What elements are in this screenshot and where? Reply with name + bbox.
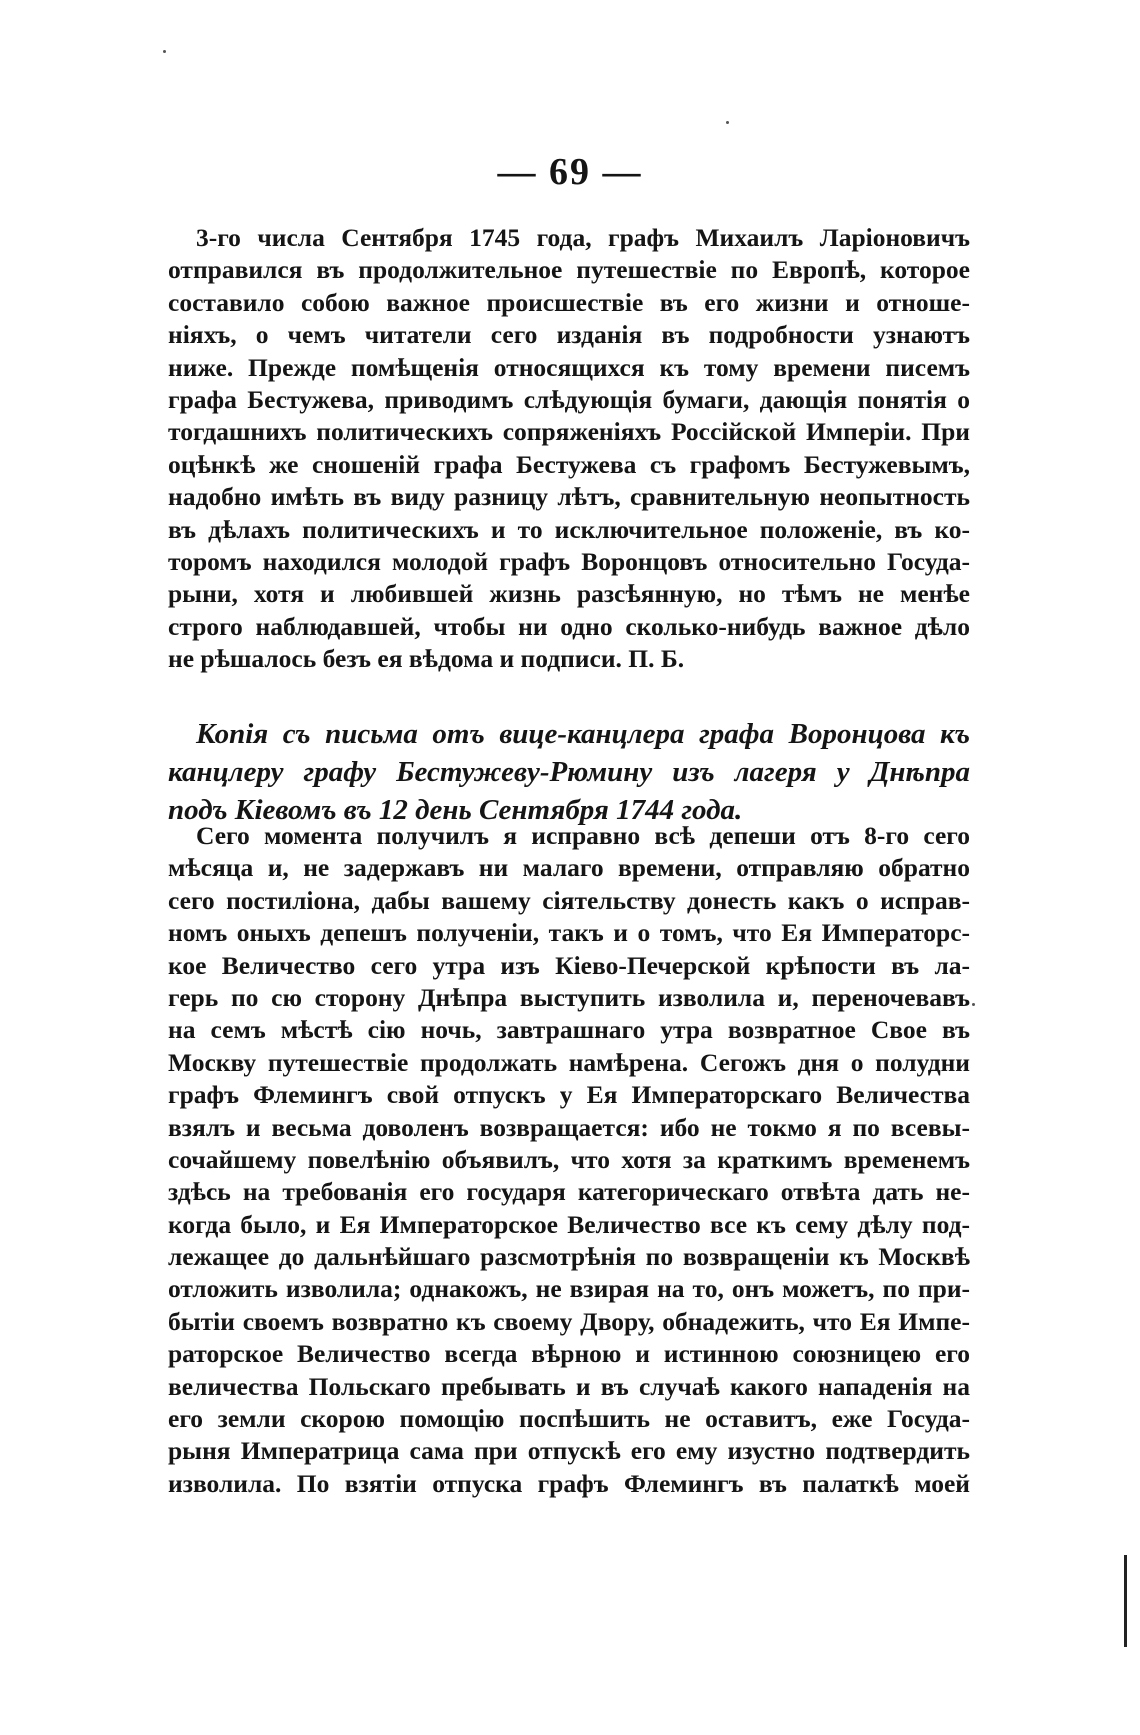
letter-heading — [168, 715, 970, 829]
text-line: лежащее до дальнѣйшаго разсмотрѣнія по возвращеніи къ Москвѣ — [168, 1242, 970, 1272]
text-line: сочайшему повелѣнію объявилъ, что хотя за краткимъ временемъ — [168, 1144, 970, 1174]
text-line: Москву путешествіе продолжать намѣрена. Сегожъ дня о полудни — [168, 1047, 970, 1077]
letter-body — [168, 820, 970, 1500]
text-line: взялъ и весьма доволенъ возвращается: ибо не токмо я по всевы- — [168, 1112, 970, 1142]
intro-paragraph — [168, 222, 970, 675]
text-line: величества Польскаго пребывать и въ случаѣ какого нападенія на — [168, 1371, 970, 1401]
text-line: отложить изволила; однакожъ, не взирая на то, онъ можетъ, по при- — [168, 1274, 970, 1304]
text-line: строго наблюдавшей, чтобы ни одно сколько-нибудь важное дѣло — [168, 611, 970, 641]
text-line: его земли скорою помощію поспѣшить не оставитъ, еже Госуда- — [168, 1404, 970, 1434]
text-line: оцѣнкѣ же сношеній графа Бестужева съ графомъ Бестужевымъ, — [168, 449, 970, 479]
text-line: рыня Императрица сама при отпускѣ его ему изустно подтвердить — [168, 1436, 970, 1466]
text-line: изволила. По взятіи отпуска графъ Флемингъ въ палаткѣ моей — [168, 1468, 970, 1498]
text-line: раторское Величество всегда вѣрною и истинною союзницею его — [168, 1339, 970, 1369]
heading-line: канцлеру графу Бестужеву-Рюмину изъ лагеря у Днѣпра — [168, 756, 970, 788]
heading-line: подъ Кіевомъ въ 12 день Сентября 1744 года. — [168, 794, 743, 826]
text-line: надобно имѣть въ виду разницу лѣтъ, сравнительную неопытность — [168, 482, 970, 512]
text-line: не рѣшалось безъ ея вѣдома и подписи. П. Б. — [168, 644, 685, 674]
text-line: рыни, хотя и любившей жизнь разсѣянную, но тѣмъ не менѣе — [168, 579, 970, 609]
heading-line: Копія съ письма отъ вице-канцлера графа Воронцова къ — [196, 718, 970, 750]
text-line: ниже. Прежде помѣщенія относящихся къ тому времени писемъ — [168, 352, 970, 382]
margin-mark — [1124, 1555, 1127, 1647]
text-line: сего постиліона, дабы вашему сіятельству донесть какъ о исправ- — [168, 885, 970, 915]
text-line: здѣсь на требованія его государя категорическаго отвѣта дать не- — [168, 1177, 970, 1207]
text-line: торомъ находился молодой графъ Воронцовъ относительно Госуда- — [168, 546, 970, 576]
text-line: составило собою важное происшествіе въ его жизни и отноше- — [168, 287, 970, 317]
text-line: мѣсяца и, не задержавъ ни малаго времени, отправляю обратно — [168, 853, 970, 883]
text-line: кое Величество сего утра изъ Кіево-Печерской крѣпости въ ла- — [168, 950, 970, 980]
text-line: отправился въ продолжительное путешествіе по Европѣ, которое — [168, 255, 970, 285]
text-line: на семъ мѣстѣ сію ночь, завтрашнаго утра возвратное Свое въ — [168, 1015, 970, 1045]
page-number: — 69 — — [497, 151, 643, 193]
text-line: графъ Флемингъ свой отпускъ у Ея Императорскаго Величества — [168, 1080, 970, 1110]
scan-speck — [163, 50, 166, 53]
text-line: герь по сю сторону Днѣпра выступить изволила и, переночевавъ — [168, 982, 970, 1012]
text-line: тогдашнихъ политическихъ сопряженіяхъ Россійской Имперіи. При — [168, 417, 970, 447]
text-line: Сего момента получилъ я исправно всѣ депеши отъ 8-го сего — [196, 821, 970, 850]
scan-speck — [972, 1003, 975, 1006]
text-line: ніяхъ, о чемъ читатели сего изданія въ подробности узнаютъ — [168, 320, 970, 350]
text-line: въ дѣлахъ политическихъ и то исключительное положеніе, въ ко- — [168, 514, 970, 544]
text-line: графа Бестужева, приводимъ слѣдующія бумаги, дающія понятія о — [168, 384, 970, 414]
text-line: 3-го числа Сентября 1745 года, графъ Михаилъ Ларіоновичъ — [196, 223, 970, 252]
text-line: номъ оныхъ депешъ полученіи, такъ и о томъ, что Ея Императорс- — [168, 918, 970, 948]
text-line: бытіи своемъ возвратно къ своему Двору, обнадежить, что Ея Импе- — [168, 1306, 970, 1336]
text-line: когда было, и Ея Императорское Величество все къ сему дѣлу под- — [168, 1209, 970, 1239]
scan-speck — [726, 121, 729, 124]
